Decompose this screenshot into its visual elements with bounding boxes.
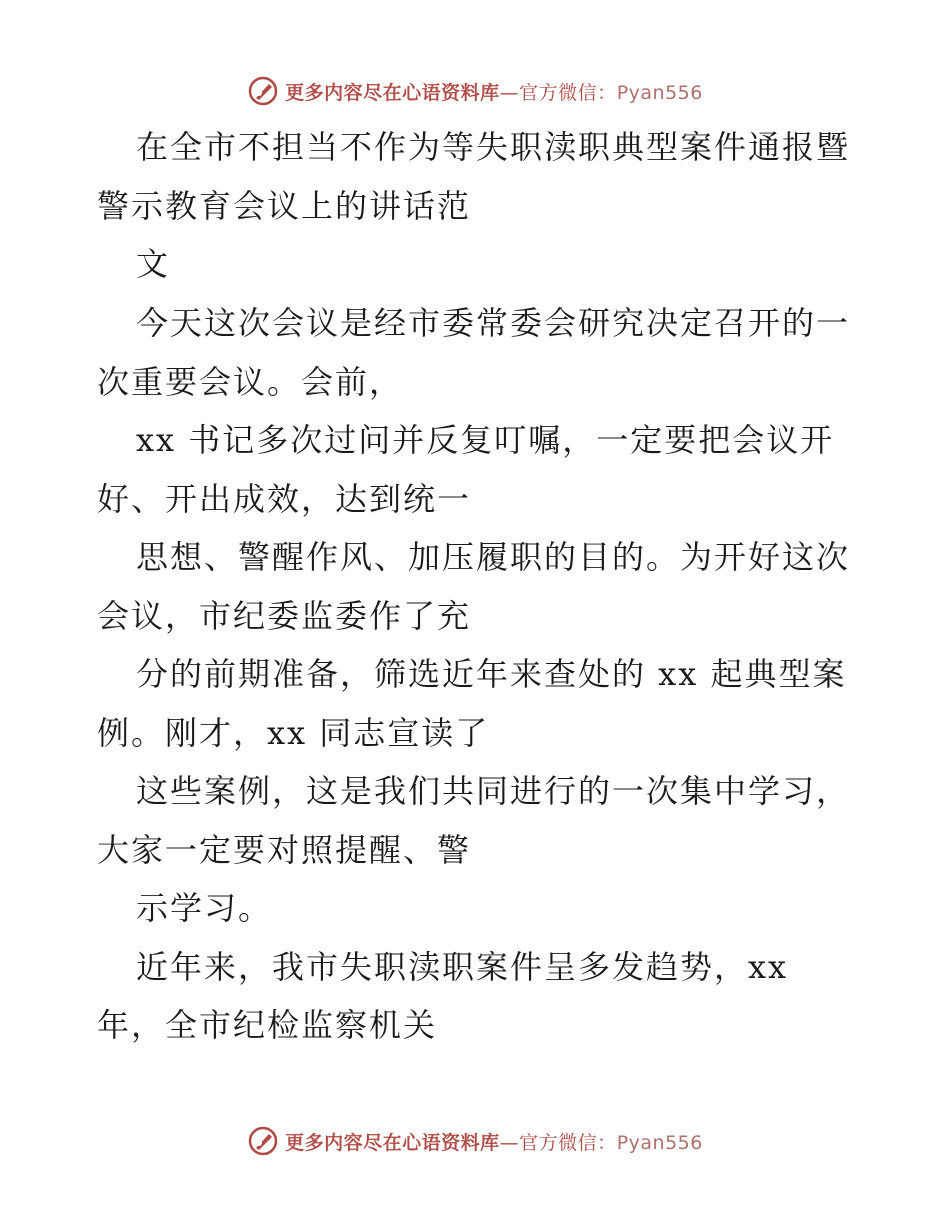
paragraph-line: xx 书记多次过问并反复叮嘱，一定要把会议开 <box>136 421 835 459</box>
banner-handle: Pyan556 <box>616 1131 703 1154</box>
banner-rest: 官方微信： <box>519 81 617 104</box>
title-line-3: 文 <box>136 245 171 283</box>
banner-rest: 官方微信： <box>519 1131 617 1154</box>
header-banner <box>0 71 950 111</box>
banner-lead: 更多内容尽在心语资料库 <box>285 81 500 104</box>
footer-banner <box>0 1121 950 1161</box>
banner-lead: 更多内容尽在心语资料库 <box>285 1131 500 1154</box>
paragraph-line: 思想、警醒作风、加压履职的目的。为开好这次 <box>136 538 851 576</box>
pen-circle-logo-icon <box>247 1125 279 1157</box>
paragraph-line: 次重要会议。会前， <box>97 363 404 401</box>
banner-handle: Pyan556 <box>616 81 703 104</box>
banner-text <box>285 1128 703 1155</box>
banner-dash: — <box>499 81 520 104</box>
paragraph-line: 分的前期准备，筛选近年来查处的 xx 起典型案 <box>136 655 847 693</box>
title-line-1: 在全市不担当不作为等失职渎职典型案件通报暨 <box>136 128 851 166</box>
paragraph-line: 例。刚才，xx 同志宣读了 <box>97 714 490 752</box>
paragraph-line: 这些案例，这是我们共同进行的一次集中学习， <box>136 772 851 810</box>
paragraph-line: 好、开出成效，达到统一 <box>97 480 472 518</box>
paragraph-line: 年，全市纪检监察机关 <box>97 1006 438 1044</box>
paragraph-line: 今天这次会议是经市委常委会研究决定召开的一 <box>136 304 851 342</box>
paragraph-line: 大家一定要对照提醒、警 <box>97 831 472 869</box>
paragraph-line: 近年来，我市失职渎职案件呈多发趋势，xx <box>136 948 789 986</box>
paragraph-line: 会议，市纪委监委作了充 <box>97 597 472 635</box>
banner-dash: — <box>499 1131 520 1154</box>
title-line-2: 警示教育会议上的讲话范 <box>97 187 472 225</box>
paragraph-line: 示学习。 <box>136 889 273 927</box>
banner-text <box>285 78 703 105</box>
pen-circle-logo-icon <box>247 75 279 107</box>
